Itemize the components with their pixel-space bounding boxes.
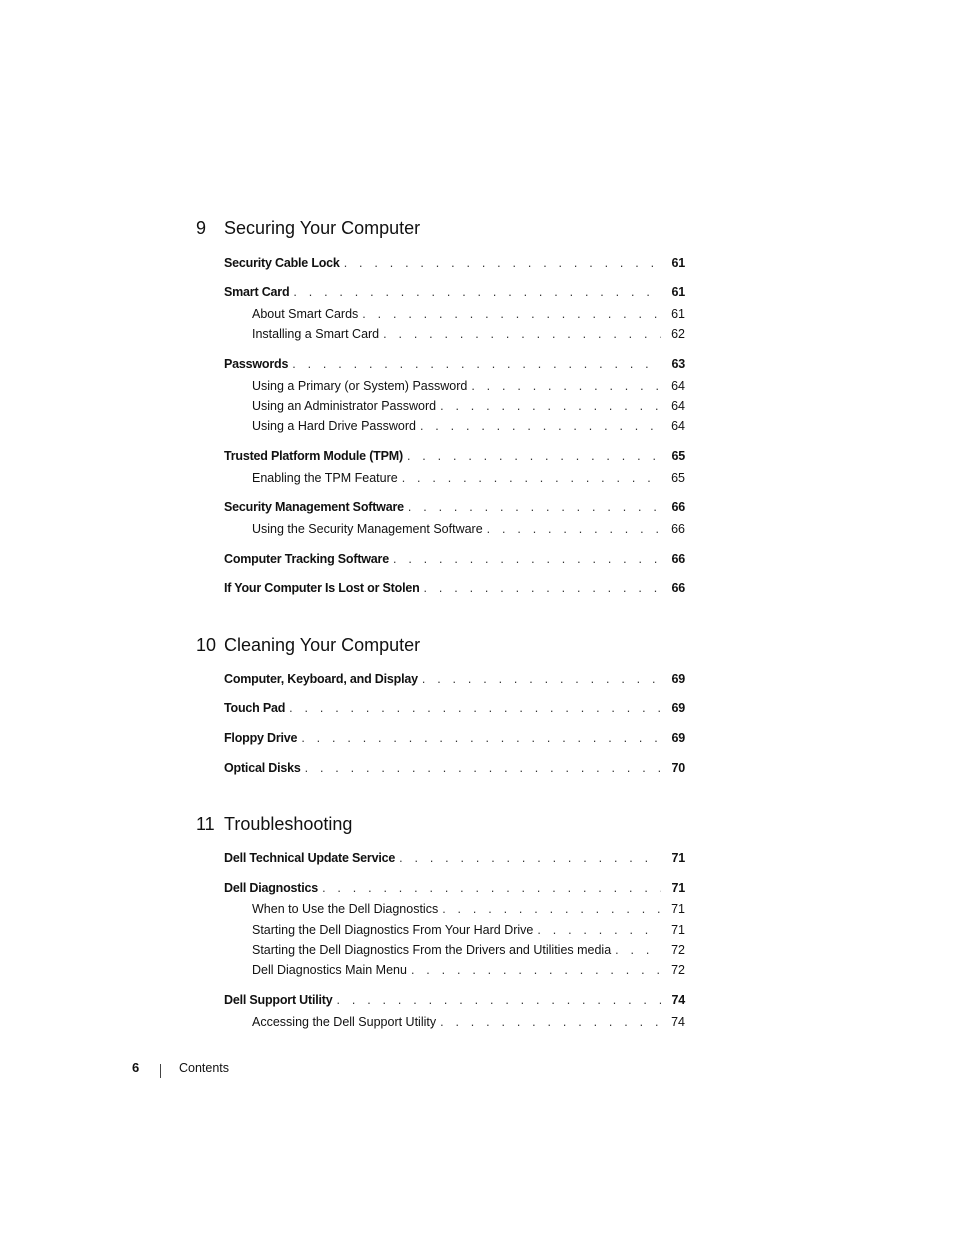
- toc-entry-label: Floppy Drive: [224, 731, 298, 745]
- toc-subentry: [252, 961, 685, 979]
- toc-subentry: [252, 900, 685, 918]
- toc-entry: [224, 447, 685, 465]
- toc-entry-label: Accessing the Dell Support Utility: [252, 1015, 437, 1029]
- toc-entry-label: If Your Computer Is Lost or Stolen: [224, 581, 420, 595]
- toc-subentry: [252, 520, 685, 538]
- dot-leader: [420, 417, 661, 435]
- toc-entry-label: Optical Disks: [224, 761, 301, 775]
- toc-page-number: 71: [671, 851, 685, 865]
- toc-page-number: 64: [671, 379, 685, 393]
- toc-page-number: 65: [671, 471, 685, 485]
- toc-entry-label: Dell Support Utility: [224, 993, 333, 1007]
- footer-page-number: 6: [132, 1060, 140, 1075]
- toc-page-number: 61: [671, 307, 685, 321]
- chapter-title: Securing Your Computer: [224, 218, 421, 238]
- toc-page-number: 70: [671, 761, 685, 775]
- dot-leader: [393, 550, 661, 568]
- toc-entry: [224, 991, 685, 1009]
- footer-section-label: Contents: [179, 1061, 230, 1075]
- chapter-heading: [196, 814, 352, 835]
- dot-leader: [407, 447, 661, 465]
- toc-entry-label: Passwords: [224, 357, 289, 371]
- toc-subentry: [252, 397, 685, 415]
- toc-page-number: 69: [671, 672, 685, 686]
- toc-subentry: [252, 1013, 685, 1031]
- dot-leader: [337, 991, 661, 1009]
- toc-subentry: [252, 377, 685, 395]
- dot-leader: [383, 325, 661, 343]
- toc-entry-label: Using the Security Management Software: [252, 522, 483, 536]
- toc-entry: [224, 670, 685, 688]
- toc-entry: [224, 699, 685, 717]
- toc-entry-label: Trusted Platform Module (TPM): [224, 449, 403, 463]
- toc-page-number: 64: [671, 399, 685, 413]
- toc-subentry: [252, 417, 685, 435]
- toc-entry-label: Using a Hard Drive Password: [252, 419, 416, 433]
- toc-page-number: 61: [671, 285, 685, 299]
- dot-leader: [408, 498, 661, 516]
- dot-leader: [424, 579, 661, 597]
- toc-subentry: [252, 305, 685, 323]
- toc-entry-label: About Smart Cards: [252, 307, 359, 321]
- toc-entry-label: Security Management Software: [224, 500, 404, 514]
- toc-page-number: 66: [671, 581, 685, 595]
- dot-leader: [289, 699, 661, 717]
- dot-leader: [442, 900, 661, 918]
- toc-entry-label: Dell Technical Update Service: [224, 851, 396, 865]
- dot-leader: [537, 921, 661, 939]
- toc-page-number: 74: [671, 1015, 685, 1029]
- toc-entry: [224, 254, 685, 272]
- toc-entry-label: Starting the Dell Diagnostics From Your Hard Drive: [252, 923, 534, 937]
- chapter-heading: [196, 635, 420, 656]
- toc-page-number: 72: [671, 963, 685, 977]
- toc-subentry: [252, 941, 685, 959]
- toc-entry-label: Using an Administrator Password: [252, 399, 437, 413]
- footer-divider: [160, 1064, 161, 1078]
- toc-entry: [224, 579, 685, 597]
- dot-leader: [440, 397, 661, 415]
- dot-leader: [292, 355, 661, 373]
- toc-entry: [224, 759, 685, 777]
- toc-entry-label: Dell Diagnostics: [224, 881, 319, 895]
- toc-page-number: 65: [671, 449, 685, 463]
- toc-page-number: 63: [671, 357, 685, 371]
- dot-leader: [399, 849, 661, 867]
- toc-entry-label: Dell Diagnostics Main Menu: [252, 963, 407, 977]
- toc-entry-label: Computer Tracking Software: [224, 552, 389, 566]
- toc-entry: [224, 729, 685, 747]
- toc-entry: [224, 849, 685, 867]
- dot-leader: [402, 469, 661, 487]
- dot-leader: [411, 961, 661, 979]
- toc-entry-label: Security Cable Lock: [224, 256, 340, 270]
- toc-page-number: 69: [671, 701, 685, 715]
- toc-page-number: 66: [671, 500, 685, 514]
- chapter-number: 9: [196, 218, 207, 238]
- toc-entry: [224, 498, 685, 516]
- dot-leader: [293, 283, 661, 301]
- toc-page-number: 66: [671, 522, 685, 536]
- toc-entry-label: Computer, Keyboard, and Display: [224, 672, 418, 686]
- toc-page-number: 71: [671, 923, 685, 937]
- toc-subentry: [252, 469, 685, 487]
- toc-entry: [224, 550, 685, 568]
- toc-page-number: 71: [671, 902, 685, 916]
- dot-leader: [344, 254, 661, 272]
- toc-entry-label: Enabling the TPM Feature: [252, 471, 398, 485]
- dot-leader: [322, 879, 661, 897]
- dot-leader: [422, 670, 661, 688]
- toc-entry-label: Installing a Smart Card: [252, 327, 380, 341]
- dot-leader: [305, 759, 661, 777]
- toc-subentry: [252, 325, 685, 343]
- dot-leader: [487, 520, 661, 538]
- dot-leader: [301, 729, 661, 747]
- toc-page-number: 61: [671, 256, 685, 270]
- toc-entry-label: Using a Primary (or System) Password: [252, 379, 468, 393]
- chapter-title: Cleaning Your Computer: [224, 635, 421, 655]
- toc-entry-label: Starting the Dell Diagnostics From the Drivers and Utilities media: [252, 943, 612, 957]
- toc-entry-label: Smart Card: [224, 285, 290, 299]
- toc-page-number: 69: [671, 731, 685, 745]
- toc-entry: [224, 355, 685, 373]
- toc-entry-label: Touch Pad: [224, 701, 286, 715]
- chapter-number: 11: [196, 814, 215, 834]
- toc-page-number: 64: [671, 419, 685, 433]
- toc-page-number: 72: [671, 943, 685, 957]
- toc-entry: [224, 879, 685, 897]
- toc-page-number: 74: [671, 993, 685, 1007]
- toc-entry-label: When to Use the Dell Diagnostics: [252, 902, 439, 916]
- page-footer: [0, 1060, 954, 1082]
- dot-leader: [362, 305, 661, 323]
- toc-entry: [224, 283, 685, 301]
- chapter-number: 10: [196, 635, 217, 655]
- dot-leader: [615, 941, 661, 959]
- chapter-title: Troubleshooting: [224, 814, 353, 834]
- dot-leader: [471, 377, 661, 395]
- toc-page-number: 66: [671, 552, 685, 566]
- chapter-heading: [196, 218, 420, 239]
- dot-leader: [440, 1013, 661, 1031]
- toc-page-number: 62: [671, 327, 685, 341]
- toc-page-number: 71: [671, 881, 685, 895]
- toc-subentry: [252, 921, 685, 939]
